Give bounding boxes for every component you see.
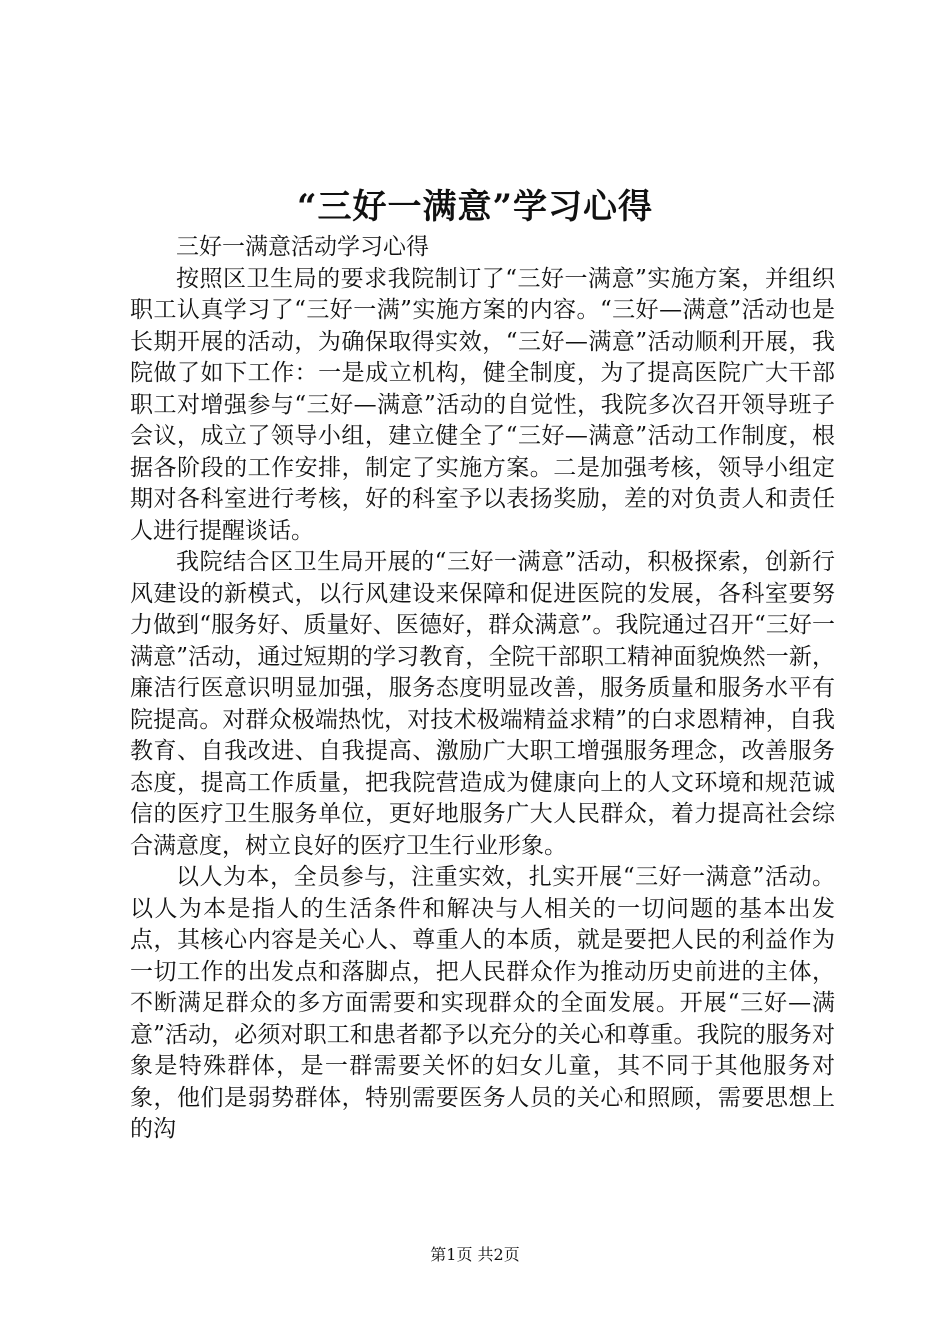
page-footer: 第1页 共2页 bbox=[430, 1245, 520, 1264]
body-paragraph: 以人为本，全员参与，注重实效，扎实开展“三好一满意”活动。以人为本是指人的生活条件和解决与人相关的一切问题的基本出发点，其核心内容是关心人、尊重人的本质，就是要把人民的利益作为一切工作的出发点和落脚点，把人民群众作为推动历史前进的主体，不断满足群众的多方面需要和实现群众的全面发展。开展“三好—满意”活动，必须对职工和患者都予以充分的关心和尊重。我院的服务对象是特殊群体，是一群需要关怀的妇女儿童，其不同于其他服务对象，他们是弱势群体，特别需要医务人员的关心和照顾，需要思想上的沟 bbox=[130, 864, 835, 1142]
body-paragraph: 按照区卫生局的要求我院制订了“三好一满意”实施方案，并组织职工认真学习了“三好一满”实施方案的内容。“三好—满意”活动也是长期开展的活动，为确保取得实效，“三好—满意”活动顺利开展，我院做了如下工作：一是成立机构，健全制度，为了提高医院广大干部职工对增强参与“三好—满意”活动的自觉性，我院多次召开领导班子会议，成立了领导小组，建立健全了“三好—满意”活动工作制度，根据各阶段的工作安排，制定了实施方案。二是加强考核，领导小组定期对各科室进行考核，好的科室予以表扬奖励，差的对负责人和责任人进行提醒谈话。 bbox=[130, 265, 835, 544]
body-paragraph: 我院结合区卫生局开展的“三好一满意”活动，积极探索，创新行风建设的新模式，以行风建设来保障和促进医院的发展，各科室要努力做到“服务好、质量好、医德好，群众满意”。我院通过召开“三好一满意”活动，通过短期的学习教育，全院干部职工精神面貌焕然一新，廉洁行医意识明显加强，服务态度明显改善，服务质量和服务水平有院提高。对群众极端热忱，对技术极端精益求精”的白求恩精神，自我教育、自我改进、自我提高、激励广大职工增强服务理念，改善服务态度，提高工作质量，把我院营造成为健康向上的人文环境和规范诚信的医疗卫生服务单位，更好地服务广大人民群众，着力提高社会综合满意度，树立良好的医疗卫生行业形象。 bbox=[130, 549, 835, 859]
document-title: “三好一满意”学习心得 bbox=[296, 187, 654, 227]
subtitle-paragraph: 三好一满意活动学习心得 bbox=[176, 234, 429, 260]
document-body bbox=[130, 232, 835, 1146]
